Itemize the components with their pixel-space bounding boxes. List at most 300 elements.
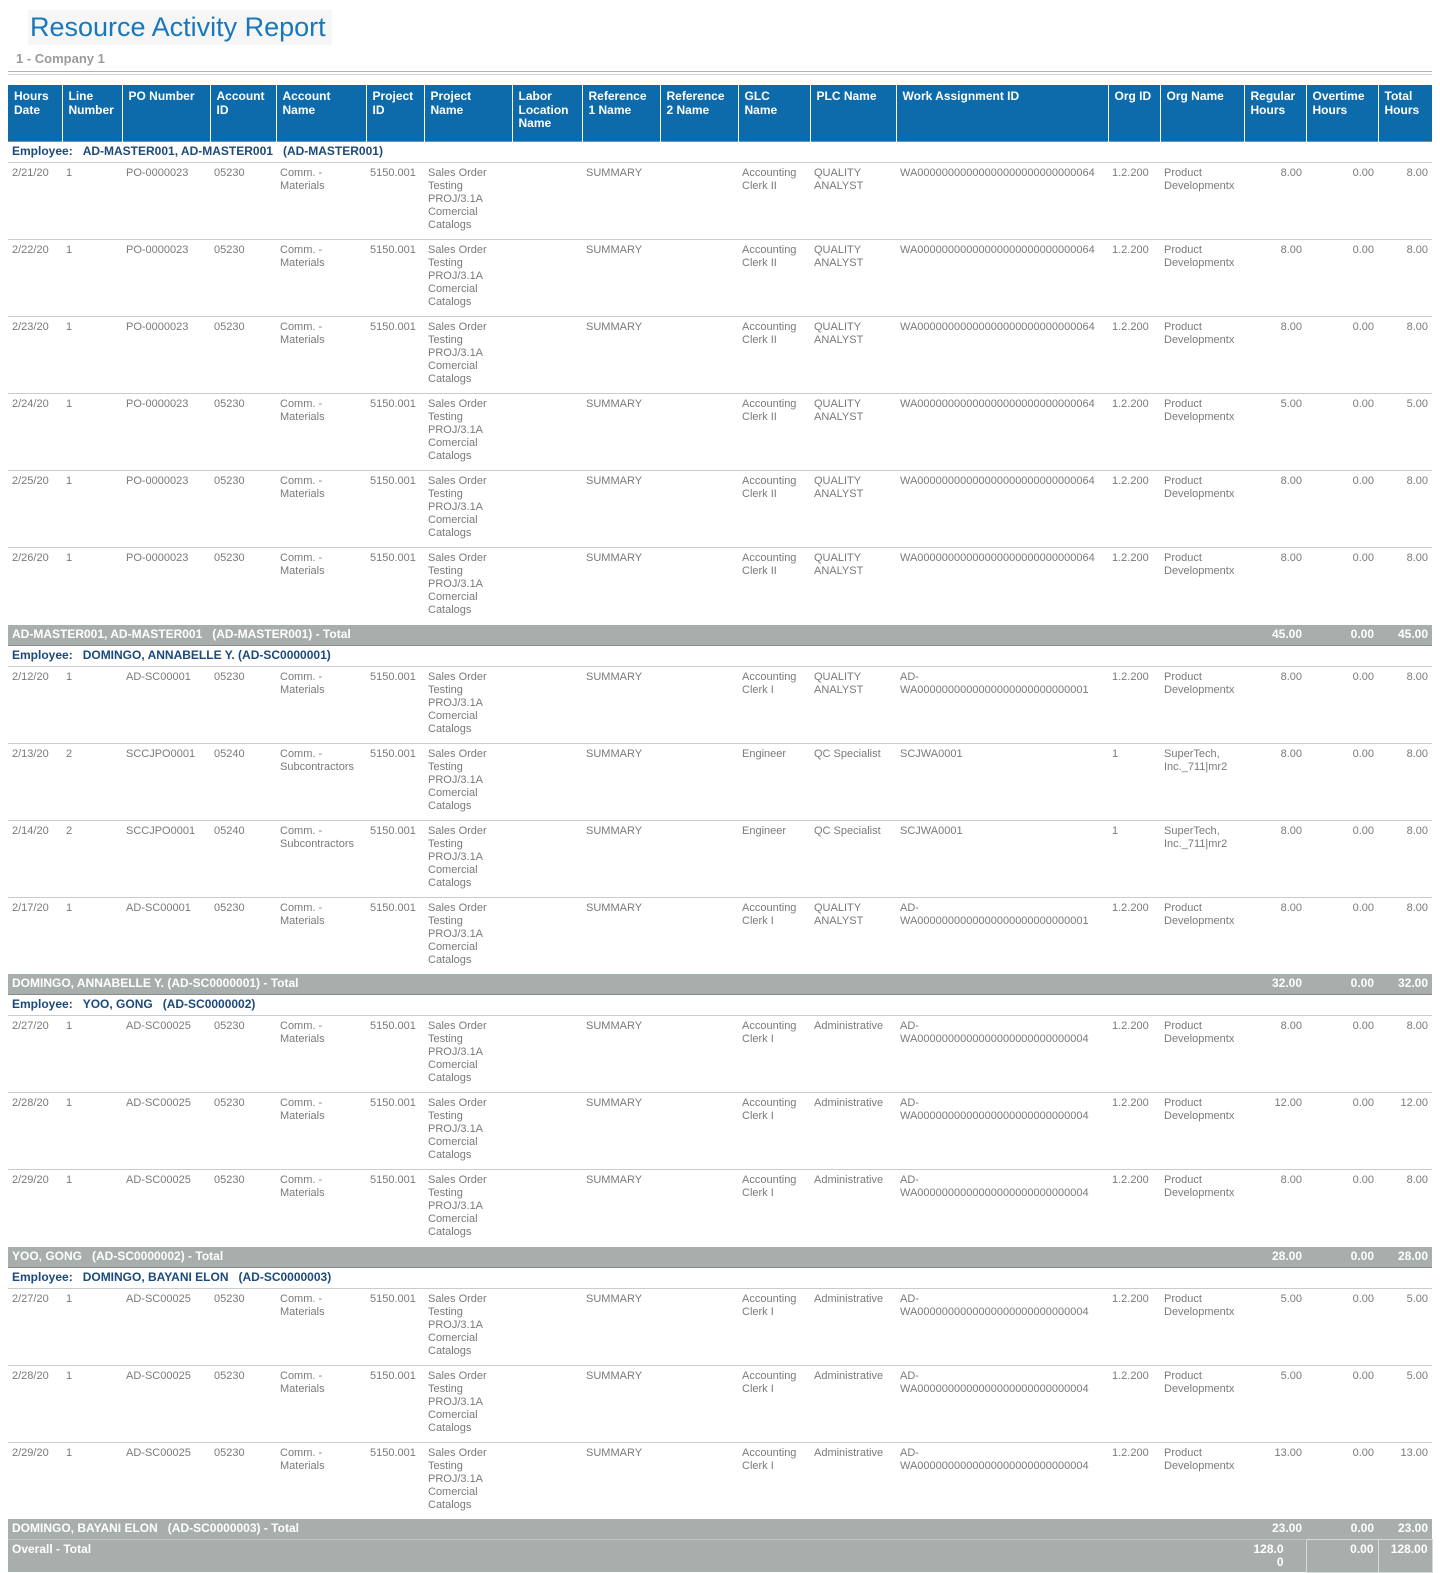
cell-overtime: 0.00 xyxy=(1306,394,1378,471)
group-total-total-hours: 23.00 xyxy=(1378,1519,1432,1540)
cell-project_id: 5150.001 xyxy=(366,548,424,625)
cell-po: PO-0000023 xyxy=(122,471,210,548)
cell-wa: SCJWA0001 xyxy=(896,820,1108,897)
cell-account_id: 05230 xyxy=(210,394,276,471)
cell-org_id: 1.2.200 xyxy=(1108,1170,1160,1247)
group-total-total-hours: 32.00 xyxy=(1378,974,1432,995)
group-total-regular-hours: 45.00 xyxy=(1244,625,1306,646)
cell-org_id: 1.2.200 xyxy=(1108,240,1160,317)
cell-plc: QUALITY ANALYST xyxy=(810,240,896,317)
cell-org_id: 1.2.200 xyxy=(1108,1288,1160,1365)
cell-ref1: SUMMARY xyxy=(582,1170,660,1247)
cell-org_id: 1.2.200 xyxy=(1108,1442,1160,1519)
cell-ref2 xyxy=(660,897,738,974)
cell-date: 2/26/20 xyxy=(8,548,62,625)
employee-name: YOO, GONG (AD-SC0000002) xyxy=(82,997,256,1011)
cell-org_name: Product Developmentx xyxy=(1160,1093,1244,1170)
cell-date: 2/27/20 xyxy=(8,1016,62,1093)
cell-org_id: 1.2.200 xyxy=(1108,1016,1160,1093)
cell-project_name: Sales Order Testing PROJ/3.1A Comercial Catalogs xyxy=(424,820,512,897)
cell-account_name: Comm. - Subcontractors xyxy=(276,743,366,820)
cell-wa: AD-WA0000000000000000000000000004 xyxy=(896,1093,1108,1170)
cell-po: AD-SC00001 xyxy=(122,897,210,974)
cell-org_name: Product Developmentx xyxy=(1160,666,1244,743)
cell-overtime: 0.00 xyxy=(1306,317,1378,394)
cell-regular: 8.00 xyxy=(1244,820,1306,897)
column-header-plc: PLC Name xyxy=(810,85,896,142)
cell-account_id: 05230 xyxy=(210,471,276,548)
cell-wa: WA00000000000000000000000000064 xyxy=(896,548,1108,625)
cell-total: 13.00 xyxy=(1378,1442,1432,1519)
cell-ref2 xyxy=(660,666,738,743)
cell-labor_location xyxy=(512,743,582,820)
cell-overtime: 0.00 xyxy=(1306,1288,1378,1365)
cell-org_id: 1.2.200 xyxy=(1108,394,1160,471)
cell-glc: Accounting Clerk II xyxy=(738,163,810,240)
column-header-po: PO Number xyxy=(122,85,210,142)
cell-po: AD-SC00025 xyxy=(122,1093,210,1170)
cell-plc: QUALITY ANALYST xyxy=(810,897,896,974)
cell-plc: Administrative xyxy=(810,1442,896,1519)
cell-ref1: SUMMARY xyxy=(582,743,660,820)
cell-wa: AD-WA0000000000000000000000000004 xyxy=(896,1016,1108,1093)
cell-regular: 5.00 xyxy=(1244,394,1306,471)
cell-total: 8.00 xyxy=(1378,897,1432,974)
employee-label: Employee: xyxy=(12,1269,73,1284)
column-header-wa: Work Assignment ID xyxy=(896,85,1108,142)
group-total-label: YOO, GONG (AD-SC0000002) - Total xyxy=(8,1247,1244,1268)
cell-wa: WA00000000000000000000000000064 xyxy=(896,394,1108,471)
employee-name: DOMINGO, BAYANI ELON (AD-SC0000003) xyxy=(82,1269,332,1284)
cell-org_name: Product Developmentx xyxy=(1160,394,1244,471)
cell-project_name: Sales Order Testing PROJ/3.1A Comercial Catalogs xyxy=(424,1288,512,1365)
column-header-labor_location: Labor Location Name xyxy=(512,85,582,142)
cell-project_id: 5150.001 xyxy=(366,1093,424,1170)
employee-group-header xyxy=(8,1267,1432,1288)
employee-name: AD-MASTER001, AD-MASTER001 (AD-MASTER001) xyxy=(82,144,383,158)
overall-total-hours: 128.00 xyxy=(1378,1540,1432,1573)
cell-org_name: Product Developmentx xyxy=(1160,548,1244,625)
cell-account_id: 05230 xyxy=(210,163,276,240)
cell-org_id: 1.2.200 xyxy=(1108,471,1160,548)
cell-glc: Accounting Clerk I xyxy=(738,1288,810,1365)
cell-ref1: SUMMARY xyxy=(582,1442,660,1519)
cell-regular: 8.00 xyxy=(1244,897,1306,974)
cell-ref1: SUMMARY xyxy=(582,471,660,548)
cell-date: 2/27/20 xyxy=(8,1288,62,1365)
cell-plc: QUALITY ANALYST xyxy=(810,471,896,548)
cell-account_name: Comm. - Subcontractors xyxy=(276,820,366,897)
cell-line: 1 xyxy=(62,1288,122,1365)
cell-org_id: 1.2.200 xyxy=(1108,666,1160,743)
cell-ref1: SUMMARY xyxy=(582,1365,660,1442)
cell-project_name: Sales Order Testing PROJ/3.1A Comercial Catalogs xyxy=(424,897,512,974)
cell-account_id: 05230 xyxy=(210,548,276,625)
cell-project_id: 5150.001 xyxy=(366,1170,424,1247)
cell-ref1: SUMMARY xyxy=(582,317,660,394)
group-total-row xyxy=(8,625,1432,646)
cell-date: 2/23/20 xyxy=(8,317,62,394)
cell-ref1: SUMMARY xyxy=(582,666,660,743)
cell-date: 2/28/20 xyxy=(8,1365,62,1442)
cell-date: 2/24/20 xyxy=(8,394,62,471)
cell-regular: 12.00 xyxy=(1244,1093,1306,1170)
group-total-overtime-hours: 0.00 xyxy=(1306,1247,1378,1268)
employee-group-cell xyxy=(8,645,1432,666)
group-total-label: DOMINGO, ANNABELLE Y. (AD-SC0000001) - Total xyxy=(8,974,1244,995)
cell-project_name: Sales Order Testing PROJ/3.1A Comercial Catalogs xyxy=(424,548,512,625)
group-total-regular-hours: 23.00 xyxy=(1244,1519,1306,1540)
cell-project_id: 5150.001 xyxy=(366,1365,424,1442)
employee-group-header xyxy=(8,645,1432,666)
cell-account_name: Comm. - Materials xyxy=(276,897,366,974)
cell-po: PO-0000023 xyxy=(122,394,210,471)
cell-date: 2/13/20 xyxy=(8,743,62,820)
cell-ref2 xyxy=(660,471,738,548)
cell-labor_location xyxy=(512,820,582,897)
cell-overtime: 0.00 xyxy=(1306,1442,1378,1519)
cell-total: 8.00 xyxy=(1378,471,1432,548)
cell-plc: Administrative xyxy=(810,1365,896,1442)
employee-name: DOMINGO, ANNABELLE Y. (AD-SC0000001) xyxy=(82,647,331,662)
column-header-date: Hours Date xyxy=(8,85,62,142)
column-header-account_name: Account Name xyxy=(276,85,366,142)
cell-account_id: 05230 xyxy=(210,1016,276,1093)
cell-line: 1 xyxy=(62,394,122,471)
cell-project_id: 5150.001 xyxy=(366,471,424,548)
cell-account_id: 05230 xyxy=(210,317,276,394)
cell-labor_location xyxy=(512,666,582,743)
cell-labor_location xyxy=(512,240,582,317)
cell-po: PO-0000023 xyxy=(122,240,210,317)
cell-plc: QUALITY ANALYST xyxy=(810,163,896,240)
table-row xyxy=(8,743,1432,820)
cell-total: 8.00 xyxy=(1378,1170,1432,1247)
cell-labor_location xyxy=(512,317,582,394)
cell-date: 2/22/20 xyxy=(8,240,62,317)
table-row xyxy=(8,666,1432,743)
cell-date: 2/25/20 xyxy=(8,471,62,548)
cell-account_id: 05230 xyxy=(210,666,276,743)
cell-regular: 8.00 xyxy=(1244,471,1306,548)
cell-total: 8.00 xyxy=(1378,548,1432,625)
table-row xyxy=(8,820,1432,897)
cell-project_id: 5150.001 xyxy=(366,1442,424,1519)
cell-account_name: Comm. - Materials xyxy=(276,471,366,548)
cell-line: 1 xyxy=(62,1016,122,1093)
cell-glc: Engineer xyxy=(738,820,810,897)
cell-org_name: Product Developmentx xyxy=(1160,471,1244,548)
cell-po: SCCJPO0001 xyxy=(122,743,210,820)
column-header-regular: Regular Hours xyxy=(1244,85,1306,142)
cell-project_name: Sales Order Testing PROJ/3.1A Comercial Catalogs xyxy=(424,1170,512,1247)
cell-wa: WA00000000000000000000000000064 xyxy=(896,317,1108,394)
cell-account_name: Comm. - Materials xyxy=(276,1288,366,1365)
table-row xyxy=(8,394,1432,471)
cell-labor_location xyxy=(512,1288,582,1365)
cell-date: 2/29/20 xyxy=(8,1170,62,1247)
cell-labor_location xyxy=(512,1442,582,1519)
cell-ref2 xyxy=(660,1170,738,1247)
cell-date: 2/21/20 xyxy=(8,163,62,240)
cell-regular: 8.00 xyxy=(1244,163,1306,240)
cell-org_id: 1 xyxy=(1108,743,1160,820)
overall-regular-hours: 128.00 xyxy=(1244,1540,1306,1573)
cell-date: 2/29/20 xyxy=(8,1442,62,1519)
cell-project_id: 5150.001 xyxy=(366,820,424,897)
cell-plc: Administrative xyxy=(810,1093,896,1170)
cell-overtime: 0.00 xyxy=(1306,548,1378,625)
cell-ref2 xyxy=(660,1442,738,1519)
cell-account_name: Comm. - Materials xyxy=(276,1365,366,1442)
cell-line: 2 xyxy=(62,743,122,820)
employee-label: Employee: xyxy=(12,997,73,1011)
cell-account_id: 05230 xyxy=(210,1170,276,1247)
cell-overtime: 0.00 xyxy=(1306,1093,1378,1170)
group-total-row xyxy=(8,1247,1432,1268)
cell-account_id: 05230 xyxy=(210,1365,276,1442)
employee-group-cell xyxy=(8,995,1432,1016)
group-total-label: DOMINGO, BAYANI ELON (AD-SC0000003) - Total xyxy=(8,1519,1244,1540)
cell-project_id: 5150.001 xyxy=(366,897,424,974)
cell-regular: 8.00 xyxy=(1244,548,1306,625)
cell-regular: 8.00 xyxy=(1244,1170,1306,1247)
cell-account_name: Comm. - Materials xyxy=(276,317,366,394)
cell-regular: 8.00 xyxy=(1244,743,1306,820)
cell-glc: Accounting Clerk II xyxy=(738,548,810,625)
cell-po: AD-SC00001 xyxy=(122,666,210,743)
cell-overtime: 0.00 xyxy=(1306,240,1378,317)
cell-plc: Administrative xyxy=(810,1288,896,1365)
cell-ref2 xyxy=(660,163,738,240)
cell-line: 1 xyxy=(62,317,122,394)
cell-account_name: Comm. - Materials xyxy=(276,1442,366,1519)
cell-ref1: SUMMARY xyxy=(582,897,660,974)
cell-org_id: 1.2.200 xyxy=(1108,548,1160,625)
cell-labor_location xyxy=(512,471,582,548)
cell-project_id: 5150.001 xyxy=(366,240,424,317)
cell-wa: AD-WA0000000000000000000000000004 xyxy=(896,1288,1108,1365)
cell-po: PO-0000023 xyxy=(122,163,210,240)
cell-account_id: 05230 xyxy=(210,1288,276,1365)
cell-ref2 xyxy=(660,240,738,317)
cell-wa: AD-WA0000000000000000000000000001 xyxy=(896,897,1108,974)
cell-regular: 8.00 xyxy=(1244,240,1306,317)
cell-org_id: 1.2.200 xyxy=(1108,317,1160,394)
cell-project_id: 5150.001 xyxy=(366,163,424,240)
cell-project_name: Sales Order Testing PROJ/3.1A Comercial Catalogs xyxy=(424,1442,512,1519)
cell-ref1: SUMMARY xyxy=(582,1288,660,1365)
group-total-overtime-hours: 0.00 xyxy=(1306,974,1378,995)
cell-total: 8.00 xyxy=(1378,1016,1432,1093)
cell-ref1: SUMMARY xyxy=(582,548,660,625)
cell-line: 1 xyxy=(62,1093,122,1170)
cell-project_id: 5150.001 xyxy=(366,317,424,394)
cell-account_id: 05240 xyxy=(210,743,276,820)
cell-project_name: Sales Order Testing PROJ/3.1A Comercial Catalogs xyxy=(424,1016,512,1093)
cell-wa: AD-WA0000000000000000000000000004 xyxy=(896,1442,1108,1519)
cell-glc: Accounting Clerk II xyxy=(738,317,810,394)
cell-account_name: Comm. - Materials xyxy=(276,548,366,625)
cell-org_name: Product Developmentx xyxy=(1160,897,1244,974)
cell-account_id: 05230 xyxy=(210,1442,276,1519)
cell-date: 2/28/20 xyxy=(8,1093,62,1170)
cell-plc: QUALITY ANALYST xyxy=(810,548,896,625)
cell-total: 8.00 xyxy=(1378,163,1432,240)
overall-overtime-hours: 0.00 xyxy=(1306,1540,1378,1573)
cell-project_name: Sales Order Testing PROJ/3.1A Comercial Catalogs xyxy=(424,471,512,548)
cell-total: 5.00 xyxy=(1378,394,1432,471)
cell-regular: 8.00 xyxy=(1244,666,1306,743)
cell-project_id: 5150.001 xyxy=(366,1016,424,1093)
cell-labor_location xyxy=(512,163,582,240)
table-row xyxy=(8,1365,1432,1442)
cell-glc: Accounting Clerk I xyxy=(738,1016,810,1093)
cell-org_name: SuperTech, Inc._711|mr2 xyxy=(1160,743,1244,820)
cell-line: 1 xyxy=(62,1365,122,1442)
cell-org_id: 1 xyxy=(1108,820,1160,897)
cell-date: 2/14/20 xyxy=(8,820,62,897)
cell-regular: 13.00 xyxy=(1244,1442,1306,1519)
cell-account_name: Comm. - Materials xyxy=(276,666,366,743)
group-total-overtime-hours: 0.00 xyxy=(1306,625,1378,646)
cell-ref1: SUMMARY xyxy=(582,820,660,897)
cell-ref2 xyxy=(660,1288,738,1365)
page-title: Resource Activity Report xyxy=(28,10,332,45)
group-total-total-hours: 45.00 xyxy=(1378,625,1432,646)
cell-org_name: Product Developmentx xyxy=(1160,1442,1244,1519)
table-row xyxy=(8,240,1432,317)
cell-regular: 5.00 xyxy=(1244,1365,1306,1442)
cell-labor_location xyxy=(512,1093,582,1170)
cell-org_name: Product Developmentx xyxy=(1160,1016,1244,1093)
cell-po: AD-SC00025 xyxy=(122,1365,210,1442)
cell-org_id: 1.2.200 xyxy=(1108,163,1160,240)
group-total-regular-hours: 32.00 xyxy=(1244,974,1306,995)
cell-labor_location xyxy=(512,548,582,625)
cell-ref2 xyxy=(660,548,738,625)
cell-overtime: 0.00 xyxy=(1306,666,1378,743)
cell-glc: Accounting Clerk I xyxy=(738,1442,810,1519)
cell-glc: Accounting Clerk I xyxy=(738,1093,810,1170)
cell-project_name: Sales Order Testing PROJ/3.1A Comercial Catalogs xyxy=(424,240,512,317)
cell-regular: 8.00 xyxy=(1244,317,1306,394)
cell-labor_location xyxy=(512,1016,582,1093)
cell-ref2 xyxy=(660,820,738,897)
table-row xyxy=(8,163,1432,240)
cell-account_id: 05230 xyxy=(210,240,276,317)
cell-account_name: Comm. - Materials xyxy=(276,1093,366,1170)
cell-org_name: Product Developmentx xyxy=(1160,317,1244,394)
cell-plc: Administrative xyxy=(810,1016,896,1093)
column-header-project_id: Project ID xyxy=(366,85,424,142)
cell-po: AD-SC00025 xyxy=(122,1442,210,1519)
cell-glc: Accounting Clerk I xyxy=(738,666,810,743)
overall-total-label: Overall - Total xyxy=(8,1540,1244,1573)
cell-account_name: Comm. - Materials xyxy=(276,163,366,240)
table-row xyxy=(8,1016,1432,1093)
cell-po: SCCJPO0001 xyxy=(122,820,210,897)
table-row xyxy=(8,1442,1432,1519)
cell-overtime: 0.00 xyxy=(1306,743,1378,820)
cell-total: 8.00 xyxy=(1378,666,1432,743)
cell-date: 2/12/20 xyxy=(8,666,62,743)
cell-org_id: 1.2.200 xyxy=(1108,1093,1160,1170)
cell-line: 1 xyxy=(62,666,122,743)
cell-wa: AD-WA0000000000000000000000000004 xyxy=(896,1365,1108,1442)
cell-labor_location xyxy=(512,1170,582,1247)
cell-project_id: 5150.001 xyxy=(366,394,424,471)
table-row xyxy=(8,317,1432,394)
cell-ref1: SUMMARY xyxy=(582,240,660,317)
cell-total: 5.00 xyxy=(1378,1365,1432,1442)
cell-project_id: 5150.001 xyxy=(366,743,424,820)
employee-label: Employee: xyxy=(12,647,73,662)
cell-line: 1 xyxy=(62,1442,122,1519)
cell-glc: Accounting Clerk I xyxy=(738,897,810,974)
cell-ref1: SUMMARY xyxy=(582,163,660,240)
cell-wa: SCJWA0001 xyxy=(896,743,1108,820)
cell-labor_location xyxy=(512,394,582,471)
table-row xyxy=(8,1170,1432,1247)
cell-po: AD-SC00025 xyxy=(122,1170,210,1247)
cell-org_name: Product Developmentx xyxy=(1160,1365,1244,1442)
cell-total: 8.00 xyxy=(1378,743,1432,820)
cell-plc: QC Specialist xyxy=(810,743,896,820)
cell-overtime: 0.00 xyxy=(1306,1016,1378,1093)
resource-activity-table xyxy=(8,85,1433,1573)
table-row xyxy=(8,1288,1432,1365)
column-header-project_name: Project Name xyxy=(424,85,512,142)
cell-regular: 8.00 xyxy=(1244,1016,1306,1093)
cell-line: 1 xyxy=(62,163,122,240)
cell-overtime: 0.00 xyxy=(1306,1170,1378,1247)
cell-line: 1 xyxy=(62,240,122,317)
group-total-total-hours: 28.00 xyxy=(1378,1247,1432,1268)
column-header-org_name: Org Name xyxy=(1160,85,1244,142)
employee-label: Employee: xyxy=(12,144,73,158)
table-row xyxy=(8,471,1432,548)
column-header-line: Line Number xyxy=(62,85,122,142)
cell-project_name: Sales Order Testing PROJ/3.1A Comercial Catalogs xyxy=(424,666,512,743)
cell-org_id: 1.2.200 xyxy=(1108,897,1160,974)
cell-wa: AD-WA0000000000000000000000000001 xyxy=(896,666,1108,743)
cell-line: 1 xyxy=(62,471,122,548)
cell-project_name: Sales Order Testing PROJ/3.1A Comercial Catalogs xyxy=(424,163,512,240)
cell-ref2 xyxy=(660,394,738,471)
table-row xyxy=(8,1093,1432,1170)
cell-overtime: 0.00 xyxy=(1306,163,1378,240)
cell-glc: Accounting Clerk II xyxy=(738,240,810,317)
group-total-row xyxy=(8,1519,1432,1540)
cell-account_name: Comm. - Materials xyxy=(276,1016,366,1093)
cell-ref1: SUMMARY xyxy=(582,1093,660,1170)
cell-ref2 xyxy=(660,743,738,820)
cell-wa: AD-WA0000000000000000000000000004 xyxy=(896,1170,1108,1247)
cell-org_name: Product Developmentx xyxy=(1160,163,1244,240)
cell-overtime: 0.00 xyxy=(1306,1365,1378,1442)
cell-po: PO-0000023 xyxy=(122,548,210,625)
cell-wa: WA00000000000000000000000000064 xyxy=(896,471,1108,548)
cell-ref2 xyxy=(660,1093,738,1170)
employee-group-header xyxy=(8,995,1432,1016)
cell-account_id: 05230 xyxy=(210,1093,276,1170)
cell-ref1: SUMMARY xyxy=(582,1016,660,1093)
cell-project_id: 5150.001 xyxy=(366,1288,424,1365)
cell-account_name: Comm. - Materials xyxy=(276,394,366,471)
employee-group-cell xyxy=(8,1267,1432,1288)
cell-ref2 xyxy=(660,1016,738,1093)
